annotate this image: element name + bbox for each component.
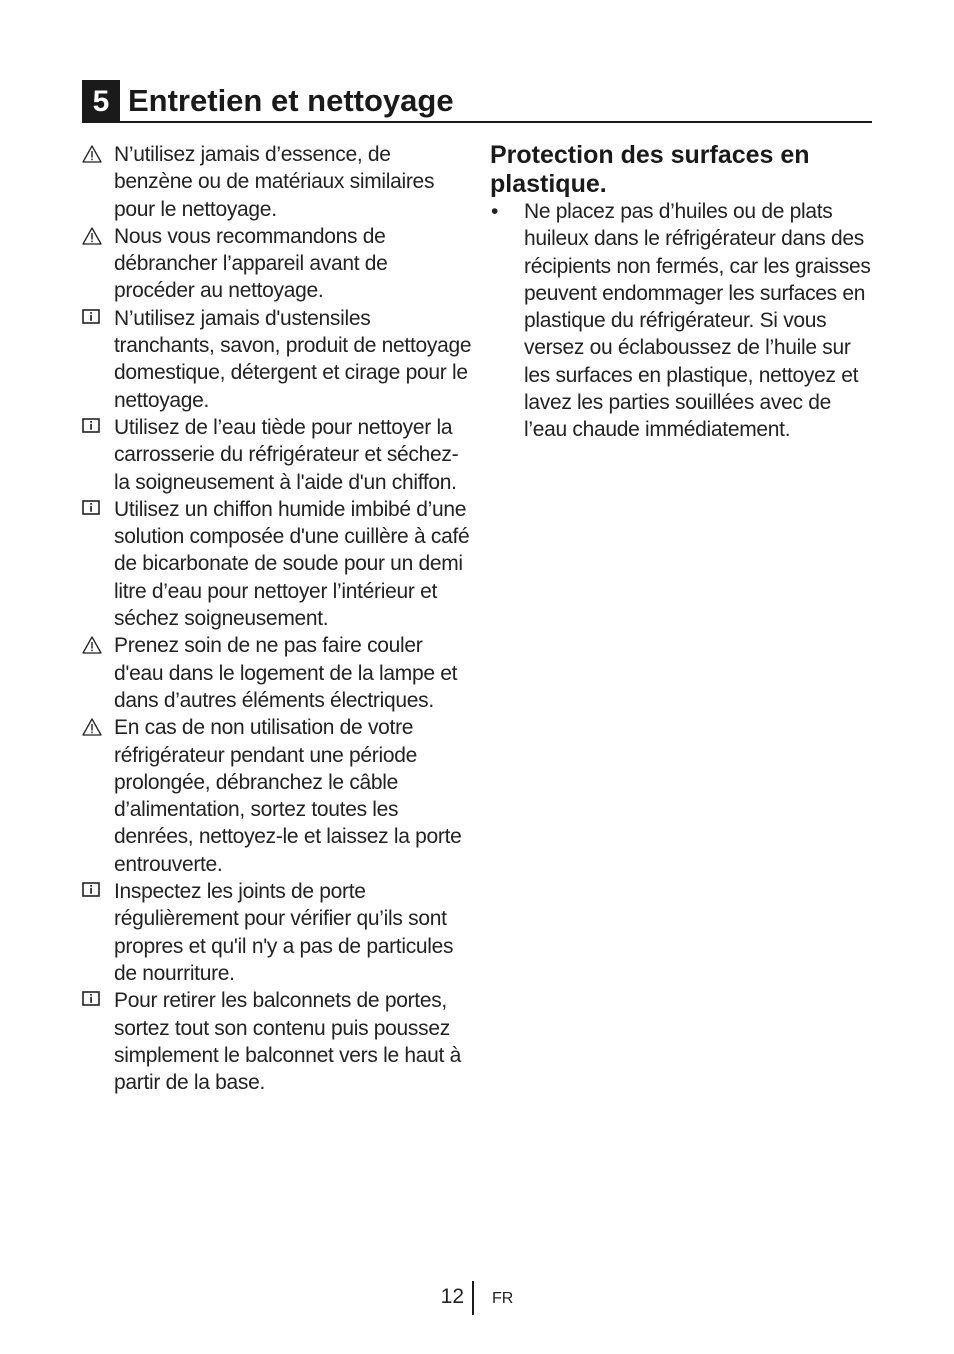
- list-item-text: Utilisez un chiffon humide imbibé d’une solution composée d'une cuillère à café de bicarbonate de soude pour un demi litre d’eau pour nettoyer l’intérieur et séchez soigneusement.: [114, 497, 470, 631]
- info-icon: [82, 878, 114, 897]
- info-icon: [82, 987, 114, 1006]
- list-item-text: N’utilisez jamais d'ustensiles tranchants, savon, produit de nettoyage domestique, détergent et cirage pour le nettoyage.: [114, 306, 472, 412]
- page-number: 12: [440, 1285, 464, 1308]
- bullet-item: [490, 198, 872, 444]
- list-item: [82, 878, 472, 987]
- list-item: [82, 414, 472, 496]
- list-item: [82, 305, 472, 414]
- info-icon: [82, 305, 114, 324]
- list-item-text: Utilisez de l’eau tiède pour nettoyer la carrosserie du réfrigérateur et séchez-la soigneusement à l'aide d'un chiffon.: [114, 415, 459, 494]
- plastic-protection-section: [490, 141, 872, 444]
- list-item: [82, 632, 472, 714]
- chapter-header: [82, 79, 872, 123]
- list-item-text: Inspectez les joints de porte régulièrement pour vérifier qu’ils sont propres et qu'il n'y a pas de particules de nourriture.: [114, 880, 454, 985]
- section-title: Protection des surfaces en plastique.: [490, 141, 810, 198]
- chapter-number: 5: [82, 80, 120, 123]
- list-item: [82, 714, 472, 878]
- list-item: [82, 496, 472, 632]
- chapter-title: Entretien et nettoyage: [128, 83, 454, 118]
- list-item-text: Pour retirer les balconnets de portes, sortez tout son contenu puis poussez simplement le balconnet vers le haut à partir de la base.: [114, 989, 461, 1095]
- bullet-list: [490, 198, 872, 444]
- language-code: FR: [492, 1290, 514, 1307]
- info-icon: [82, 496, 114, 515]
- list-item-text: Nous vous recommandons de débrancher l’appareil avant de procéder au nettoyage.: [114, 224, 388, 303]
- bullet-text: Ne placez pas d’huiles ou de plats huileux dans le réfrigérateur dans des récipients non fermés, car les graisses peuvent endommager les surfaces en plastique du réfrigérateur. Si vous versez ou éclaboussez de l’huile sur les surfaces en plastique, nettoyez et lavez les parties souillées avec de l’eau chaude immédiatement.: [524, 200, 871, 442]
- info-icon: [82, 414, 114, 433]
- list-item-text: Prenez soin de ne pas faire couler d'eau dans le logement de la lampe et dans d’autres éléments électriques.: [114, 634, 458, 712]
- list-item-text: N’utilisez jamais d’essence, de benzène ou de matériaux similaires pour le nettoyage.: [114, 143, 435, 221]
- footer-separator: [472, 1281, 474, 1315]
- warning-icon: [82, 141, 114, 163]
- page-footer: [0, 1281, 954, 1315]
- warning-icon: [82, 632, 114, 654]
- list-item: [82, 223, 472, 305]
- instructions-list: [82, 141, 472, 1096]
- warning-icon: [82, 223, 114, 245]
- warning-icon: [82, 714, 114, 736]
- list-item: [82, 987, 472, 1096]
- bullet-marker: •: [491, 200, 499, 223]
- list-item-text: En cas de non utilisation de votre réfrigérateur pendant une période prolongée, débranchez le câble d’alimentation, sortez toutes les denrées, nettoyez-le et laissez la porte entrouverte.: [114, 716, 462, 876]
- list-item: [82, 141, 472, 223]
